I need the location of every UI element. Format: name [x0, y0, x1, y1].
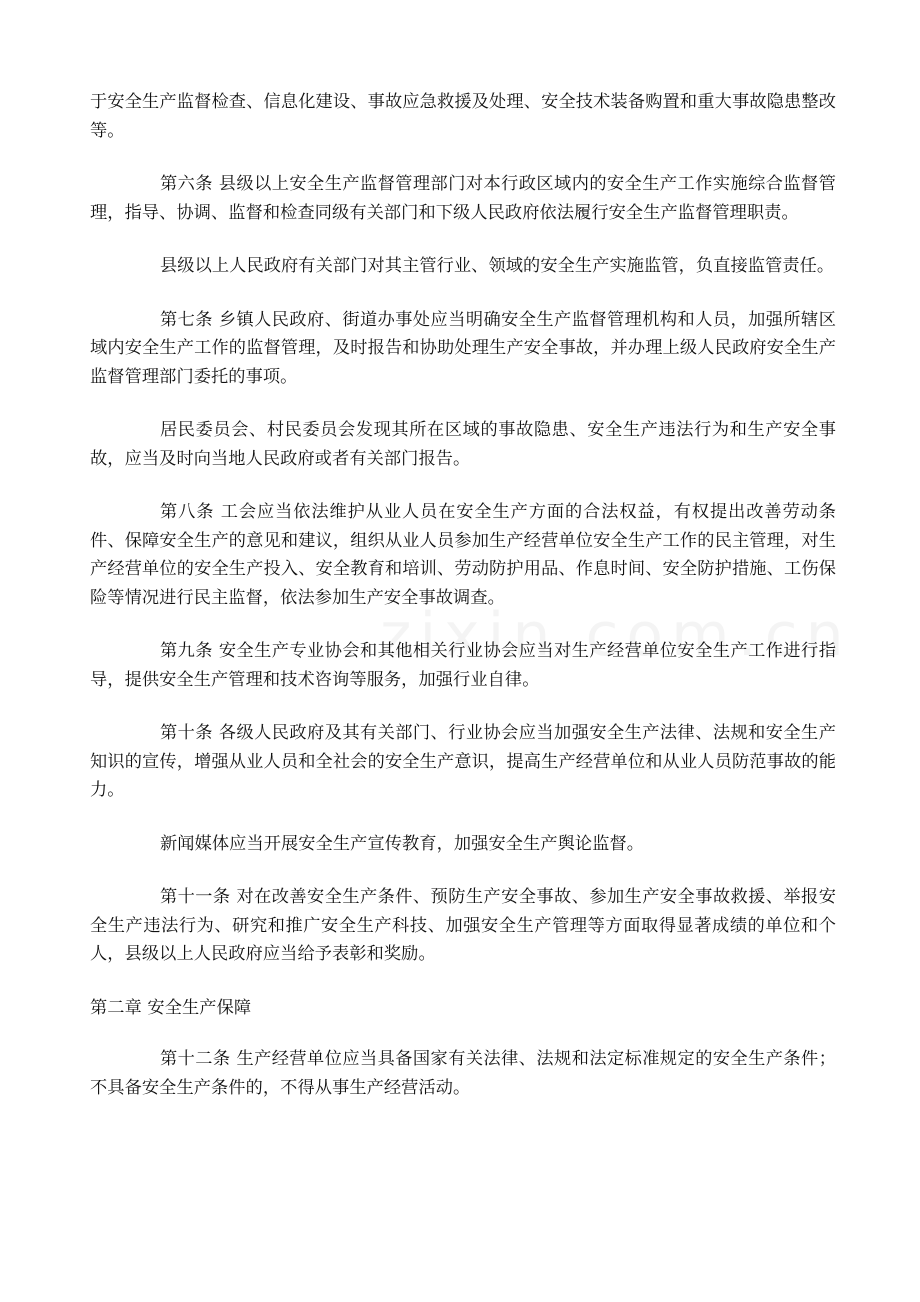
article-12: 第十二条 生产经营单位应当具备国家有关法律、法规和法定标准规定的安全生产条件；不具备安全生产条件的，不得从事生产经营活动。 [90, 1049, 836, 1098]
document-page [90, 88, 836, 1127]
article-7: 第七条 乡镇人民政府、街道办事处应当明确安全生产监督管理机构和人员，加强所辖区域内安全生产工作的监督管理，及时报告和协助处理生产安全事故，并办理上级人民政府安全生产监督管理部门委托的事项。 [90, 309, 836, 387]
article-10-clause-2: 新闻媒体应当开展安全生产宣传教育，加强安全生产舆论监督。 [160, 833, 645, 854]
article-7-clause-2: 居民委员会、村民委员会发现其所在区域的事故隐患、安全生产违法行为和生产安全事故，应当及时向当地人民政府或者有关部门报告。 [90, 420, 836, 469]
article-11: 第十一条 对在改善安全生产条件、预防生产安全事故、参加生产安全事故救援、举报安全生产违法行为、研究和推广安全生产科技、加强安全生产管理等方面取得显著成绩的单位和个人，县级以上人民政府应当给予表彰和奖励。 [90, 887, 836, 964]
chapter-heading: 第二章 安全生产保障 [90, 997, 252, 1018]
article-6-clause-2: 县级以上人民政府有关部门对其主管行业、领域的安全生产实施监管，负直接监管责任。 [160, 256, 835, 276]
article-9: 第九条 安全生产专业协会和其他相关行业协会应当对生产经营单位安全生产工作进行指导，提供安全生产管理和技术咨询等服务，加强行业自律。 [90, 641, 836, 690]
article-6: 第六条 县级以上安全生产监督管理部门对本行政区域内的安全生产工作实施综合监督管理，指导、协调、监督和检查同级有关部门和下级人民政府依法履行安全生产监督管理职责。 [90, 174, 836, 223]
paragraph-continuation: 于安全生产监督检查、信息化建设、事故应急救援及处理、安全技术装备购置和重大事故隐患整改等。 [90, 92, 836, 141]
article-8: 第八条 工会应当依法维护从业人员在安全生产方面的合法权益，有权提出改善劳动条件、保障安全生产的意见和建议，组织从业人员参加生产经营单位安全生产工作的民主管理，对生产经营单位的安全生产投入、安全教育和培训、劳动防护用品、作息时间、安全防护措施、工伤保险等情况进行民主监督，依法参加生产安全事故调查。 [90, 502, 836, 608]
article-10: 第十条 各级人民政府及其有关部门、行业协会应当加强安全生产法律、法规和安全生产知识的宣传，增强从业人员和全社会的安全生产意识，提高生产经营单位和从业人员防范事故的能力。 [90, 723, 836, 800]
